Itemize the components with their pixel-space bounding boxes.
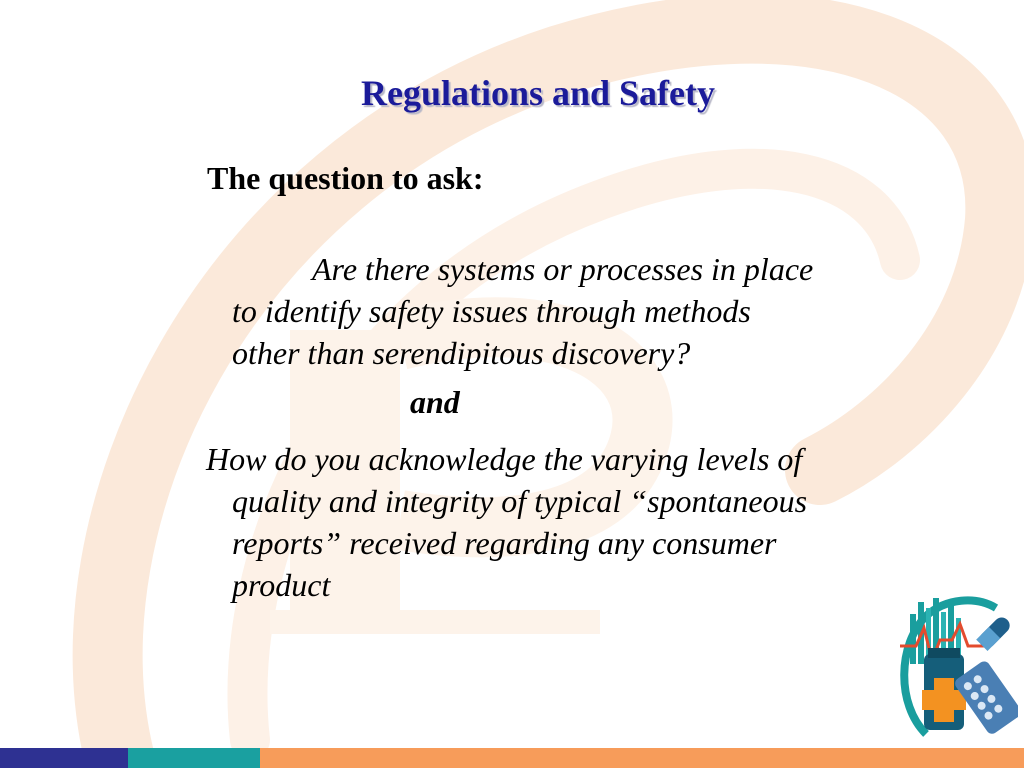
slide-title: Regulations and Safety [360,73,716,113]
question-line: product [232,567,331,603]
connector-word: and [410,384,460,420]
question-heading: The question to ask: [207,160,484,196]
footer-color-bar [0,748,1024,768]
pharmacy-logo-icon [896,594,1018,742]
footer-bar-teal [128,748,260,768]
footer-bar-orange [260,748,1024,768]
question-paragraph [232,248,952,374]
question-line: reports” received regarding any consumer [232,525,777,561]
question-line: other than serendipitous discovery? [232,335,691,371]
question-line: quality and integrity of typical “spontaneous [232,483,808,519]
question-line: to identify safety issues through methods [232,293,751,329]
second-question-paragraph [206,438,986,606]
question-line: How do you acknowledge the varying levels of [206,441,803,477]
footer-bar-blue [0,748,128,768]
question-line: Are there systems or processes in place [312,251,814,287]
